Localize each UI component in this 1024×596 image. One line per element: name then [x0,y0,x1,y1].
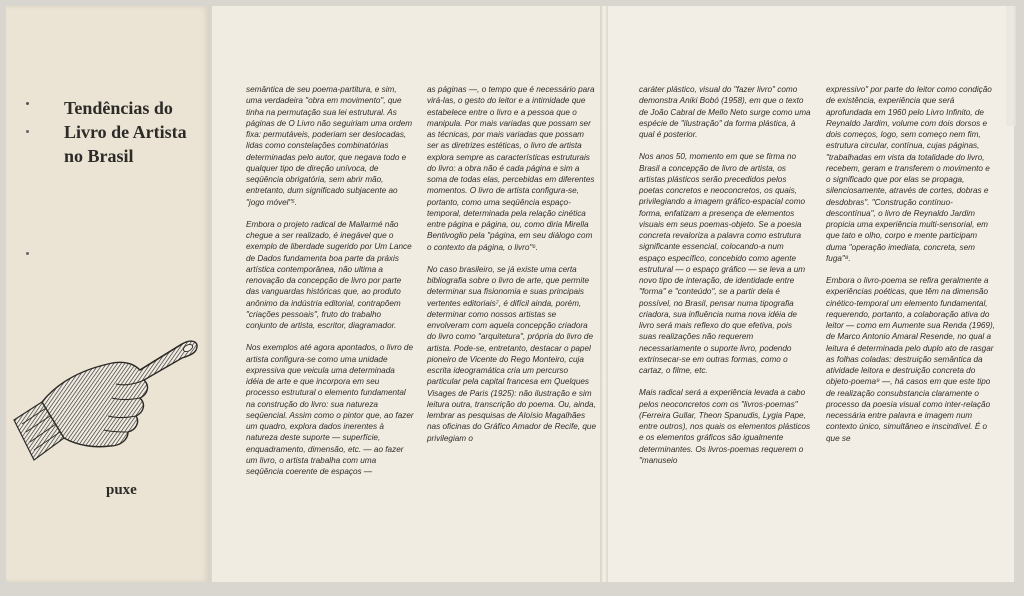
paragraph: Embora o livro-poema se refira geralmente a experiências poéticas, que têm na dimensão cinético-temporal um elemento fundamental, requerendo, portanto, a colaboração ativa do leitor — como em Aumente sua Renda (1969), de Marco Antonio Amaral Resende, no qual a leitura é determinada pelo duplo ato de rasgar as folhas coladas: destruição semântica da atividade leitora e destruição concreta do objeto-poema⁹ —, há casos em que este tipo de realização consubstancia claramente o processo da poesia visual como inter-relação necessária entre palavra e imagem num contexto único, simultâneo e inscindível. É o que se [826,276,995,443]
title-line: Livro de Artista [64,122,187,142]
text-column-1 [246,84,414,488]
text-column-2 [427,84,597,455]
pointing-hand-icon [12,320,204,470]
binding-mark [26,130,29,133]
paragraph: as páginas —, o tempo que é necessário para virá-las, o gesto do leitor e a intimidade que estabelece entre o livro e a pessoa que o manipula. Por mais variadas que possam ser as técnicas, por mais variadas que possam ser as diretrizes estéticas, o livro de artista explora sempre as características estruturais do livro: a obra não é cada página e sim a soma de todas elas, percebidas em diferentes momentos. O livro de artista configura-se, portanto, como uma seqüência espaço-temporal, determinada pela relação cinética entre página e página, ou, como diria Mirella Bentivoglio pela "página, em seu diálogo com o contexto da página, o livro"⁶. [427,85,595,252]
paragraph: expressivo" por parte do leitor como condição de existência, experiência que será aprofundada em 1960 pelo Livro Infinito, de Reynaldo Jardim, volume com dois dorsos e dois começos, logo, sem começo nem fim, estrutura circular, contínua, cujas páginas, "trabalhadas em vista da totalidade do livro, recebem, geram e transferem o movimento e o significado que por elas se propaga, silenciosamente, através de cortes, dobras e desdobras". "Construção contínuo-descontínua", o livro de Reynaldo Jardim propicia uma experiência multi-sensorial, em que tato e olho, corpo e mente participam duma "operação imediata, concreta, sem fuga"⁸. [826,85,992,263]
text-column-3 [639,84,811,477]
paragraph: Nos exemplos até agora apontados, o livro de artista configura-se como uma unidade expressiva que veicula uma determinada idéia de arte e que incorpora em seu processo estrutural o elemento fundamental na construção do livro: sua natureza seqüencial. Assim como o pintor que, ao fazer um quadro, explora dados inerentes à natureza deste suporte — superfície, enquadramento, dimensão, etc. — ao fazer um livro, o artista trabalha com uma seqüência coerente de espaços — [246,343,414,476]
binding-mark [26,252,29,255]
paragraph: No caso brasileiro, se já existe uma certa bibliografia sobre o livro de arte, que permite determinar sua fisionomia e suas principais vertentes editoriais⁷, é difícil ainda, porém, determinar como nossos artistas se envolveram com aquela concepção criadora do livro como "arquitetura", própria do livro de artista. Pode-se, entretanto, destacar o papel pioneiro de Vicente do Rego Monteiro, cuja escrita ideogramática cria um percurso particular pela capital francesa em Quelques Visages de Paris (1925): não ilustração e sim leitura outra, transcrição do poema. Ou, ainda, lembrar as pesquisas de Aloísio Magalhães nas oficinas do Gráfico Amador de Recife, que privilegiam o [427,264,596,443]
paragraph: Mais radical será a experiência levada a cabo pelos neoconcretos com os "livros-poemas" (Ferreira Gullar, Theon Spanudis, Lygia Pape, entre outros), nos quais os elementos plásticos e os elementos gráficos são igualmente determinantes. Os livros-poemas requerem o "manuseio [639,388,811,465]
title-line: no Brasil [64,146,134,166]
paragraph: Embora o projeto radical de Mallarmé não chegue a ser realizado, é inegável que o exemplo de liberdade sugerido por Um Lance de Dados fundamenta boa parte da práxis artística contemporânea, não ultima a renovação da concepção de livro por parte das vanguardas históricas que, ao produto anônimo da indústria editorial, contrapõem "criações pessoais", fruto do trabalho conjunto de artista, escritor, diagramador. [246,219,412,330]
paragraph: semântica de seu poema-partitura, e sim, uma verdadeira "obra em movimento", que tinha na permutação sua lei estrutural. As páginas de O Livro não seguiriam uma ordem fixa: permutáveis, poderiam ser deslocadas, lidas como constelações combinatórias determinadas pelo autor, que negava todo e qualquer tipo de direção unívoca, de seqüência obrigatória, sem abrir mão, entretanto, dum significado subjacente ao "jogo móvel"⁵. [246,85,413,207]
paragraph: Nos anos 50, momento em que se firma no Brasil a concepção de livro de artista, os artistas plásticos serão precedidos pelos poetas concretos e neoconcretos, os quais, privilegiando a imagem gráfico-espacial como forma, enfatizam a presença de elementos visuais em seus poemas-objeto. Se a poesia concreta revaloriza a palavra como estrutura significante essencial, colocando-a num espaço específico, concebido como agente estrutural — o espaço gráfico — se leva a um novo tipo de interação, de identidade entre "forma" e "conteúdo", se a partir dela é possível, no Brasil, pensar numa tipografia criadora, sua influência numa nova idéia de livro será mais reflexo do que efetiva, pois suas realizações não requerem necessariamente o suporte livro, podendo extrinsecar-se em outras formas, como o cartaz, o filme, etc. [639,152,806,375]
binding-mark [26,102,29,105]
book-cover-flap [6,6,210,582]
title-line: Tendências do [64,98,173,118]
page-gutter [600,6,608,582]
cover-title [64,96,214,168]
text-column-4 [826,84,996,455]
pull-label: puxe [106,482,137,498]
tape-strip [1006,6,1016,126]
paragraph: caráter plástico, visual do "fazer livro" como demonstra Aniki Bobó (1958), em que o texto de João Cabral de Mello Neto surge como uma espécie de "ilustração" da forma plástica, à qual é posterior. [639,85,811,139]
